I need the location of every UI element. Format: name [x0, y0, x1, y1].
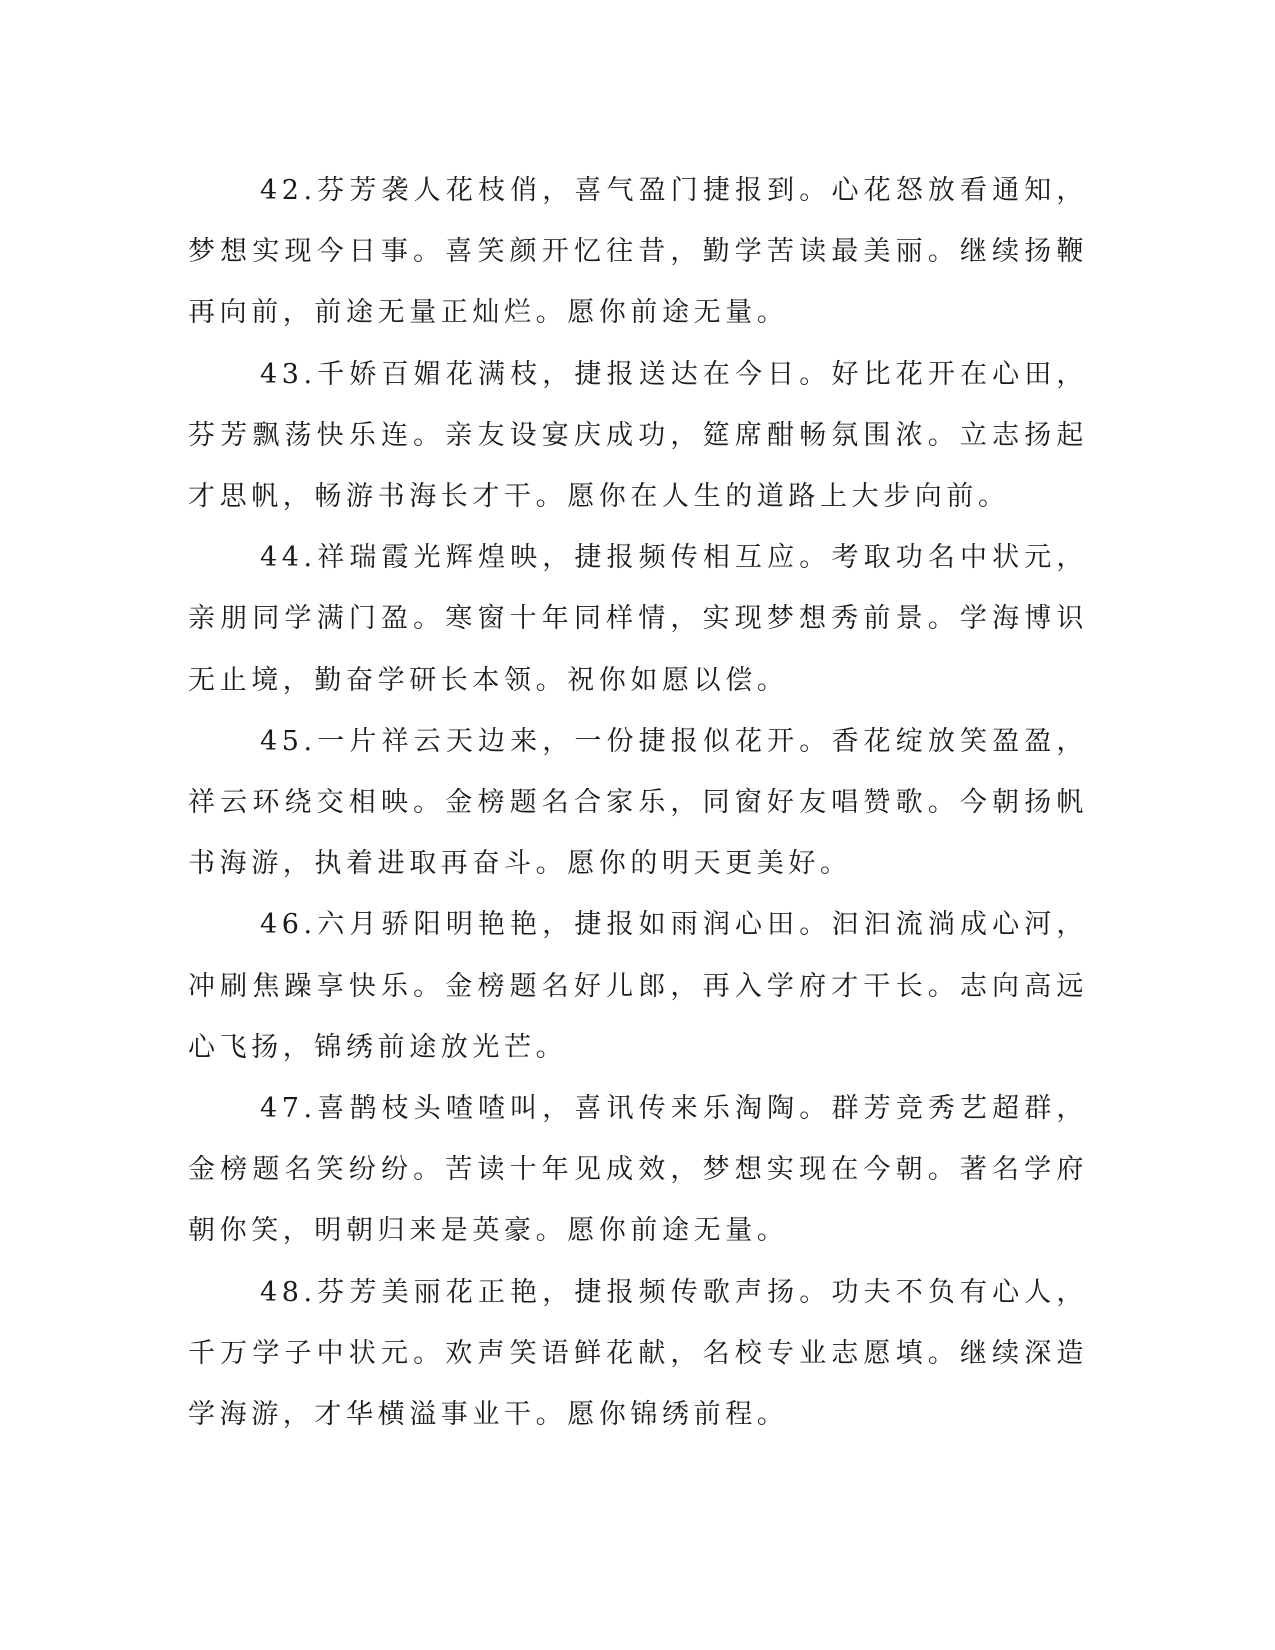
paragraph-48: 48.芬芳美丽花正艳，捷报频传歌声扬。功夫不负有心人，千万学子中状元。欢声笑语鲜花献，名校专业志愿填。继续深造学海游，才华横溢事业干。愿你锦绣前程。	[188, 1276, 1088, 1431]
paragraph-47: 47.喜鹊枝头喳喳叫，喜讯传来乐淘陶。群芳竞秀艺超群，金榜题名笑纷纷。苦读十年见成效，梦想实现在今朝。著名学府朝你笑，明朝归来是英豪。愿你前途无量。	[188, 1093, 1088, 1247]
paragraph-43: 43.千娇百媚花满枝，捷报送达在今日。好比花开在心田，芬芳飘荡快乐连。亲友设宴庆成功，筵席酣畅氛围浓。立志扬起才思帆，畅游书海长才干。愿你在人生的道路上大步向前。	[188, 358, 1088, 513]
paragraph-46: 46.六月骄阳明艳艳，捷报如雨润心田。汩汩流淌成心河，冲刷焦躁享快乐。金榜题名好儿郎，再入学府才干长。志向高远心飞扬，锦绣前途放光芒。	[188, 909, 1088, 1063]
paragraph-42: 42.芬芳袭人花枝俏，喜气盈门捷报到。心花怒放看通知，梦想实现今日事。喜笑颜开忆往昔，勤学苦读最美丽。继续扬鞭再向前，前途无量正灿烂。愿你前途无量。	[188, 175, 1088, 329]
paragraph-44: 44.祥瑞霞光辉煌映，捷报频传相互应。考取功名中状元，亲朋同学满门盈。寒窗十年同样情，实现梦想秀前景。学海博识无止境，勤奋学研长本领。祝你如愿以偿。	[188, 542, 1088, 696]
paragraph-45: 45.一片祥云天边来，一份捷报似花开。香花绽放笑盈盈，祥云环绕交相映。金榜题名合家乐，同窗好友唱赞歌。今朝扬帆书海游，执着进取再奋斗。愿你的明天更美好。	[188, 725, 1088, 880]
document-body	[188, 160, 1088, 1445]
